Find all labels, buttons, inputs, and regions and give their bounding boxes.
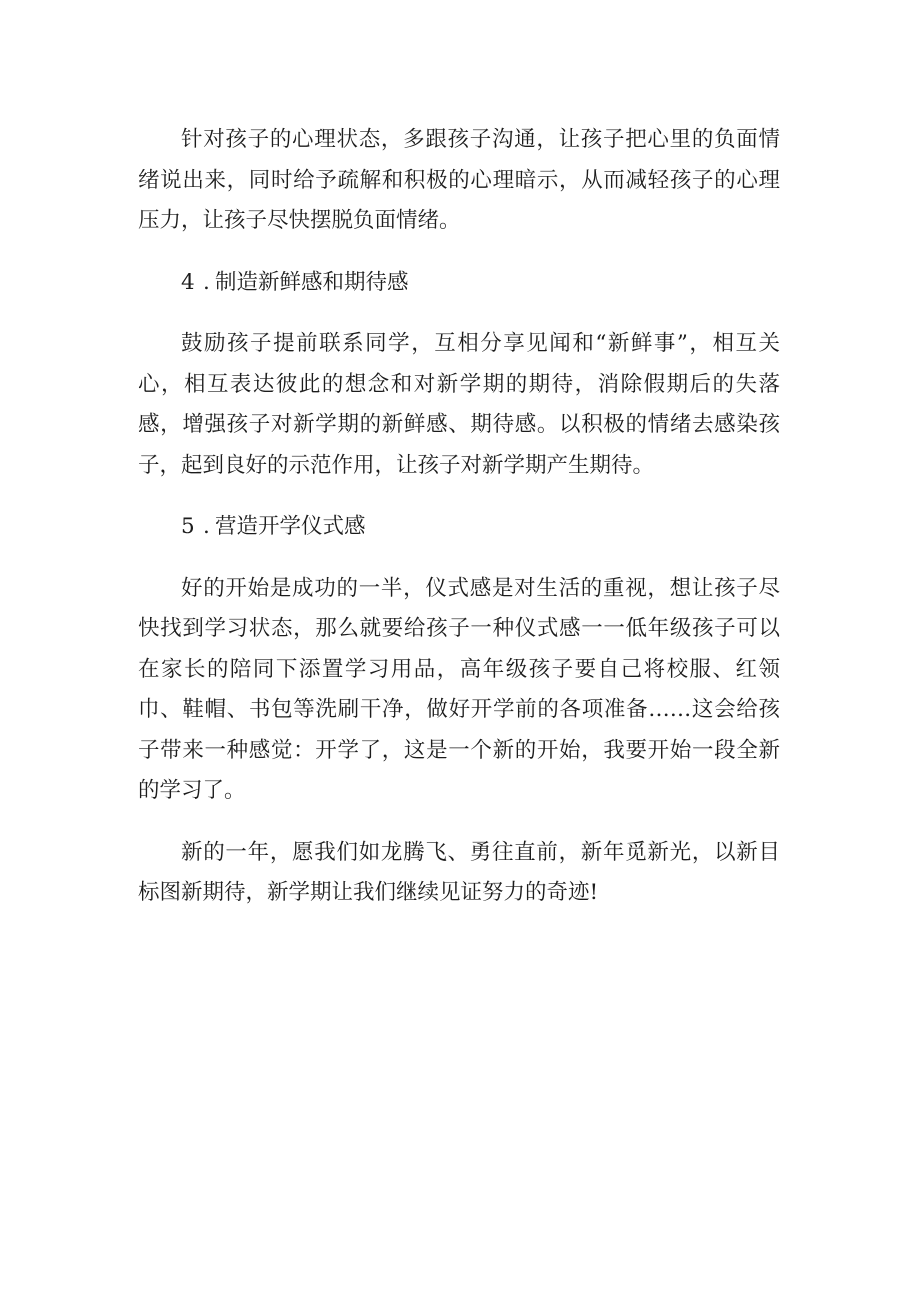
section-title: 制造新鲜感和期待感	[215, 269, 409, 295]
section-title: 营造开学仪式感	[215, 514, 366, 539]
section-separator: .	[203, 269, 210, 295]
document-body	[138, 120, 780, 935]
paragraph-emotional-support: 针对孩子的心理状态，多跟孩子沟通，让孩子把心里的负面情绪说出来，同时给予疏解和积极的心理暗示，从而减轻孩子的心理压力，让孩子尽快摆脱负面情绪。	[138, 127, 780, 233]
paragraph-freshness: 鼓励孩子提前联系同学，互相分享见闻和“新鲜事”，相互关心，相互表达彼此的想念和对新学期的期待，消除假期后的失落感，增强孩子对新学期的新鲜感、期待感。以积极的情绪去感染孩子，起到良好的示范作用，让孩子对新学期产生期待。	[138, 331, 780, 478]
section-number: 4	[181, 269, 195, 295]
section-separator: .	[203, 514, 210, 539]
section-number: 5	[181, 514, 195, 539]
paragraph-ritual: 好的开始是成功的一半，仪式感是对生活的重视，想让孩子尽快找到学习状态，那么就要给孩子一种仪式感一一低年级孩子可以在家长的陪同下添置学习用品，高年级孩子要自己将校服、红领巾、鞋帽、书包等洗刷干净，做好开学前的各项准备……这会给孩子带来一种感觉：开学了，这是一个新的开始，我要开始一段全新的学习了。	[138, 575, 780, 803]
section-heading-5	[138, 507, 780, 548]
section-heading-4	[138, 263, 780, 304]
paragraph-closing: 新的一年，愿我们如龙腾飞、勇往直前，新年觅新光，以新目标图新期待，新学期让我们继续见证努力的奇迹!	[138, 839, 780, 905]
